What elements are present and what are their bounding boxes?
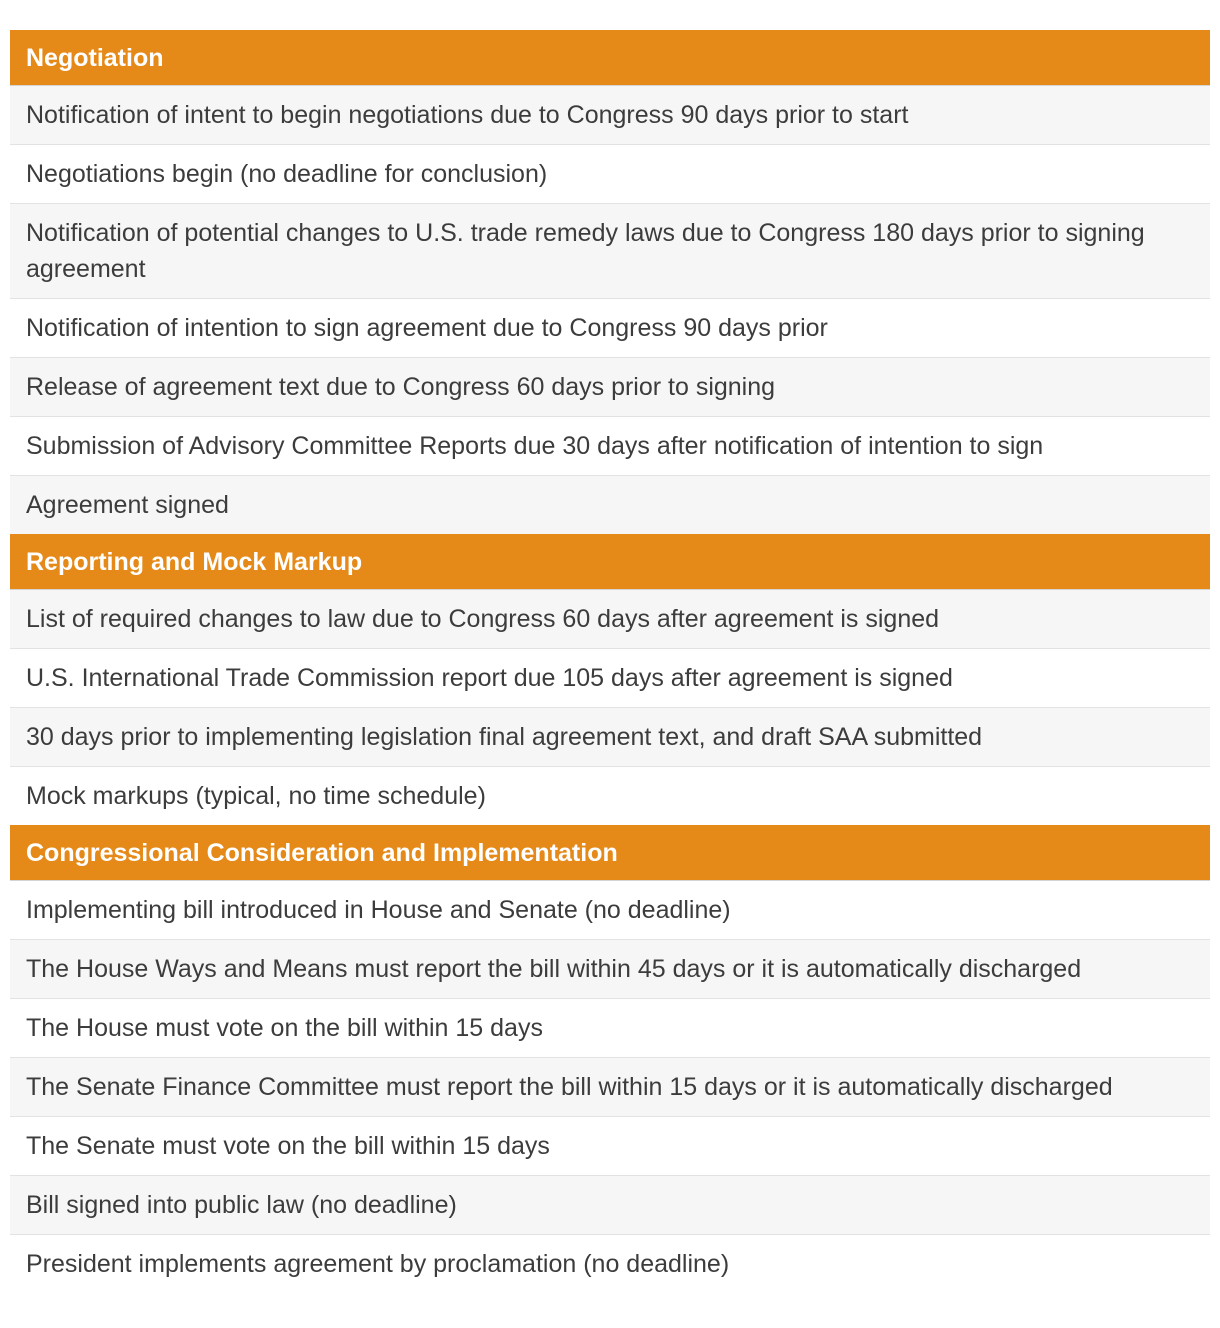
table-row: Bill signed into public law (no deadline) xyxy=(10,1176,1210,1235)
table-row: Notification of potential changes to U.S. trade remedy laws due to Congress 180 days prior to signing agreement xyxy=(10,204,1210,299)
table-row: The House must vote on the bill within 15 days xyxy=(10,999,1210,1058)
table-row: The Senate Finance Committee must report the bill within 15 days or it is automatically discharged xyxy=(10,1058,1210,1117)
table-row: Notification of intent to begin negotiations due to Congress 90 days prior to start xyxy=(10,86,1210,145)
table-row: Mock markups (typical, no time schedule) xyxy=(10,767,1210,825)
table-row: 30 days prior to implementing legislation final agreement text, and draft SAA submitted xyxy=(10,708,1210,767)
section-header-congressional: Congressional Consideration and Implementation xyxy=(10,825,1210,881)
table-row: List of required changes to law due to Congress 60 days after agreement is signed xyxy=(10,590,1210,649)
table-row: The House Ways and Means must report the bill within 45 days or it is automatically discharged xyxy=(10,940,1210,999)
table-row: Release of agreement text due to Congress 60 days prior to signing xyxy=(10,358,1210,417)
timeline-table xyxy=(10,30,1210,1293)
table-row: The Senate must vote on the bill within 15 days xyxy=(10,1117,1210,1176)
table-row: Agreement signed xyxy=(10,476,1210,534)
table-row: U.S. International Trade Commission report due 105 days after agreement is signed xyxy=(10,649,1210,708)
section-header-reporting: Reporting and Mock Markup xyxy=(10,534,1210,590)
table-row: Notification of intention to sign agreement due to Congress 90 days prior xyxy=(10,299,1210,358)
table-row: Negotiations begin (no deadline for conclusion) xyxy=(10,145,1210,204)
table-row: Implementing bill introduced in House and Senate (no deadline) xyxy=(10,881,1210,940)
section-header-negotiation: Negotiation xyxy=(10,30,1210,86)
table-row: President implements agreement by proclamation (no deadline) xyxy=(10,1235,1210,1293)
table-row: Submission of Advisory Committee Reports due 30 days after notification of intention to sign xyxy=(10,417,1210,476)
